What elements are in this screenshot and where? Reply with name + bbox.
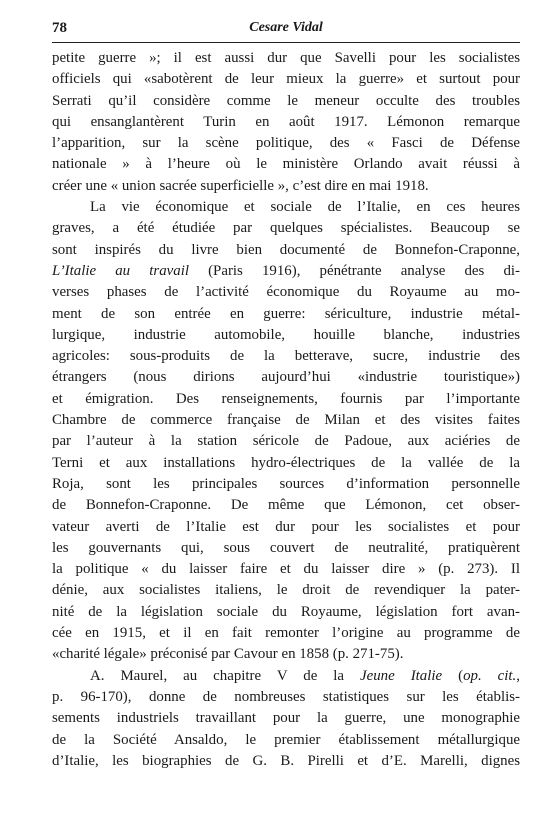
text-line bbox=[52, 389, 520, 410]
text-span: sements industriels travaillant pour la guerre, une monographie bbox=[52, 710, 520, 727]
text-line bbox=[52, 410, 520, 431]
text-line bbox=[52, 367, 520, 388]
text-line bbox=[52, 133, 520, 154]
text-span: , bbox=[516, 667, 521, 684]
text-span: ( bbox=[442, 667, 464, 684]
italic-text: Jeune Italie bbox=[360, 667, 443, 684]
text-span: l’apparition, sur la scène politique, des « Fasci de Défense bbox=[52, 135, 520, 152]
text-span: nité de la législation sociale du Royaume, législation fort avan- bbox=[52, 603, 520, 620]
text-span: verses phases de l’activité économique du Royaume au mo- bbox=[52, 284, 520, 301]
text-span: dénie, aux socialistes italiens, le droit de revendiquer la pater- bbox=[52, 582, 520, 599]
text-span: sont inspirés du livre bien documenté de Bonnefon-Craponne, bbox=[52, 241, 520, 258]
text-span: graves, a été étudiée par quelques spécialistes. Beaucoup se bbox=[52, 220, 520, 237]
text-span: La vie économique et sociale de l’Italie, en ces heures bbox=[90, 199, 520, 216]
text-span: «charité légale» préconisé par Cavour en 1858 (p. 271-75). bbox=[52, 646, 404, 663]
text-line bbox=[52, 325, 520, 346]
text-line bbox=[52, 730, 520, 751]
text-span: Chambre de commerce française de Milan et des visites faites bbox=[52, 412, 520, 429]
text-line bbox=[52, 282, 520, 303]
body-text bbox=[52, 48, 520, 772]
text-line bbox=[52, 240, 520, 261]
text-span: p. 96-170), donne de nombreuses statistiques sur les établis- bbox=[52, 688, 520, 705]
text-line bbox=[52, 517, 520, 538]
text-span: vateur averti de l’Italie est dur pour les socialistes et pour bbox=[52, 518, 520, 535]
text-line bbox=[52, 559, 520, 580]
text-line bbox=[52, 197, 520, 218]
text-line bbox=[52, 495, 520, 516]
text-line bbox=[52, 580, 520, 601]
text-span: et émigration. Des renseignements, fournis par l’importante bbox=[52, 390, 520, 407]
text-line bbox=[52, 474, 520, 495]
italic-text: L’Italie au travail bbox=[52, 262, 189, 279]
text-line bbox=[52, 644, 520, 665]
text-line bbox=[52, 176, 520, 197]
text-line bbox=[52, 751, 520, 772]
text-line bbox=[52, 538, 520, 559]
text-line bbox=[52, 602, 520, 623]
page-number: 78 bbox=[52, 20, 67, 36]
text-line bbox=[52, 453, 520, 474]
text-span: Serrati qu’il considère comme le meneur occulte des troubles bbox=[52, 92, 520, 109]
text-span: d’Italie, les biographies de G. B. Pirelli et d’E. Marelli, dignes bbox=[52, 752, 520, 769]
text-line bbox=[52, 346, 520, 367]
running-head: Cesare Vidal bbox=[249, 20, 323, 35]
text-line bbox=[52, 708, 520, 729]
text-span: par l’auteur à la station séricole de Padoue, aux aciéries de bbox=[52, 433, 520, 450]
text-line bbox=[52, 154, 520, 175]
text-span: qui ensanglantèrent Turin en août 1917. Lémonon remarque bbox=[52, 113, 520, 130]
text-line bbox=[52, 431, 520, 452]
text-span: (Paris 1916), pénétrante analyse des di- bbox=[188, 262, 520, 279]
text-span: officiels qui «sabotèrent de leur mieux la guerre» et surtout pour bbox=[52, 71, 520, 88]
text-line bbox=[52, 261, 520, 282]
text-line bbox=[52, 48, 520, 69]
italic-text: op. cit. bbox=[463, 667, 517, 684]
text-line bbox=[52, 666, 520, 687]
text-line bbox=[52, 304, 520, 325]
text-span: petite guerre »; il est aussi dur que Savelli pour les socialistes bbox=[52, 50, 520, 66]
text-span: Terni et aux installations hydro-électriques de la vallée de la bbox=[52, 454, 520, 471]
text-span: la politique « du laisser faire et du laisser dire » (p. 273). Il bbox=[52, 561, 520, 578]
text-span: lurgique, industrie automobile, houille blanche, industries bbox=[52, 326, 520, 343]
text-span: les gouvernants qui, sous couvert de neutralité, pratiquèrent bbox=[52, 539, 520, 556]
text-line bbox=[52, 91, 520, 112]
text-line bbox=[52, 112, 520, 133]
text-line bbox=[52, 69, 520, 90]
text-span: de la Société Ansaldo, le premier établissement métallurgique bbox=[52, 731, 520, 748]
text-span: A. Maurel, au chapitre V de la bbox=[90, 667, 361, 684]
text-span: de Bonnefon-Craponne. De même que Lémonon, cet obser- bbox=[52, 497, 520, 514]
text-span: Roja, sont les principales sources d’information personnelle bbox=[52, 475, 520, 492]
text-span: agricoles: sous-produits de la betterave, sucre, industrie des bbox=[52, 348, 520, 365]
text-span: cée en 1915, et il en fait remonter l’origine au programme de bbox=[52, 625, 520, 642]
text-span: étrangers (nous dirions aujourd’hui «industrie touristique») bbox=[52, 369, 520, 386]
header-rule bbox=[52, 42, 520, 43]
text-line bbox=[52, 687, 520, 708]
page-header bbox=[52, 20, 520, 40]
text-line bbox=[52, 218, 520, 239]
text-span: ment de son entrée en guerre: sériculture, industrie métal- bbox=[52, 305, 520, 322]
text-span: créer une « union sacrée superficielle », c’est dire en mai 1918. bbox=[52, 177, 429, 194]
text-span: nationale » à l’heure où le ministère Orlando avait réussi à bbox=[52, 156, 520, 173]
text-line bbox=[52, 623, 520, 644]
